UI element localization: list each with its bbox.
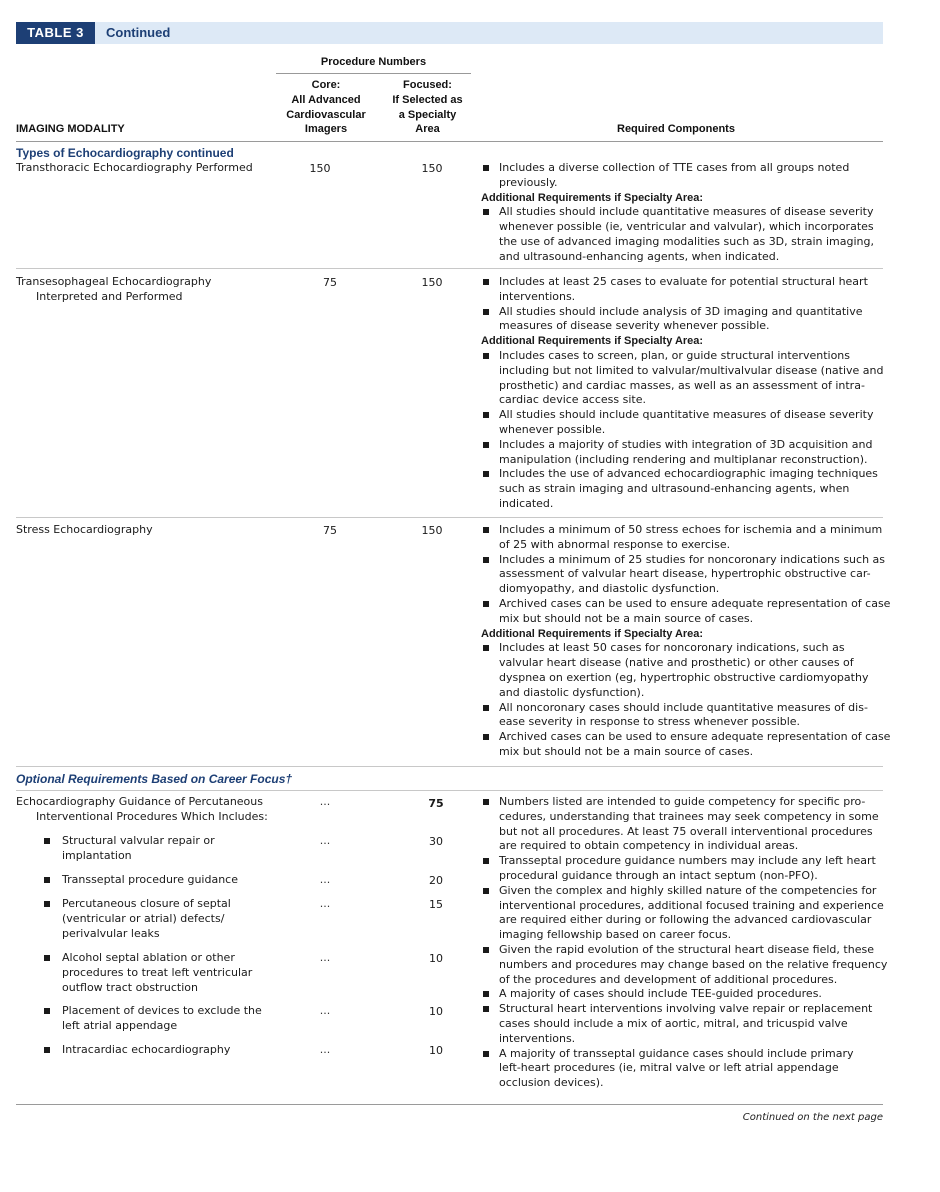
row-label-line: Echocardiography Guidance of Percutaneous xyxy=(16,795,263,808)
bullet-square-icon xyxy=(483,705,489,711)
bullet-text: of 25 with abnormal response to exercise. xyxy=(499,537,731,551)
requirements-tte xyxy=(481,161,891,265)
continued-next-page-note: Continued on the next page xyxy=(742,1112,883,1123)
bullet-text: All studies should include quantitative measures of disease severity xyxy=(499,205,874,219)
bullet-square-icon xyxy=(44,901,50,907)
bullet-item xyxy=(481,438,891,468)
bullet-text: dyspnea on exertion (eg, hypertrophic obstructive cardiomyopathy xyxy=(499,670,869,684)
table-tag: TABLE 3 xyxy=(16,22,95,44)
bullet-text: whenever possible (ie, ventricular and valvular), which incorporates xyxy=(499,220,874,234)
bullet-item xyxy=(481,467,891,511)
bullet-text: ease severity in response to stress whenever possible. xyxy=(499,715,801,729)
core-value-tte: 150 xyxy=(309,162,331,175)
bullet-square-icon xyxy=(483,858,489,864)
bullet-square-icon xyxy=(483,557,489,563)
bullet-text: Includes at least 25 cases to evaluate for potential structural heart xyxy=(499,275,868,288)
sub-item-text: Alcohol septal ablation or other xyxy=(62,951,235,964)
bullet-text: mix but should not be a main source of cases. xyxy=(499,611,754,625)
sub-item-text: Transseptal procedure guidance xyxy=(62,873,238,886)
bullet-text: A majority of cases should include TEE-guided procedures. xyxy=(499,987,822,1001)
sub-item-laa-devices xyxy=(44,1004,262,1034)
bullet-item xyxy=(481,408,891,438)
bullet-text: such as strain imaging and ultrasound-enhancing agents, when xyxy=(499,482,850,496)
sub-item-text: outflow tract obstruction xyxy=(62,980,198,994)
focused-header-line: If Selected as xyxy=(392,93,463,106)
bullet-text: whenever possible. xyxy=(499,422,606,436)
bullet-text: indicated. xyxy=(499,496,554,510)
sub-item-alcohol-ablation xyxy=(44,951,252,995)
bullet-text: Includes a majority of studies with integration of 3D acquisition and xyxy=(499,437,873,451)
focused-header xyxy=(380,78,475,137)
row-divider xyxy=(16,766,883,767)
core-header-line: Imagers xyxy=(304,123,348,136)
bullet-text: cedures, understanding that trainees may seek competency in some xyxy=(499,809,879,823)
sub-item-text: Structural valvular repair or xyxy=(62,834,215,847)
focused-value-sub: 20 xyxy=(429,874,443,887)
section-title-types: Types of Echocardiography continued xyxy=(16,146,234,160)
bullet-text: valvular heart disease (native and prosthetic) or other causes of xyxy=(499,656,854,670)
core-value-sub: ... xyxy=(319,873,331,886)
bullet-item xyxy=(481,161,891,191)
bullet-text: are required either during or following the advanced cardiovascular xyxy=(499,913,872,927)
bullet-text: diomyopathy, and diastolic dysfunction. xyxy=(499,582,720,596)
bullet-text: prosthetic) and cardiac masses, as well as an assessment of intra- xyxy=(499,378,865,392)
bullet-text: Includes a minimum of 25 studies for noncoronary indications such as xyxy=(499,552,886,566)
bullet-text: previously. xyxy=(499,175,558,189)
bullet-square-icon xyxy=(44,1008,50,1014)
bullet-item xyxy=(481,641,891,700)
sub-item-text: Percutaneous closure of septal xyxy=(62,897,231,910)
bullet-square-icon xyxy=(483,279,489,285)
additional-requirements-label: Additional Requirements if Specialty Area: xyxy=(481,191,704,204)
bullet-text: including but not limited to valvular/multivalvular disease (native and xyxy=(499,363,884,377)
bullet-square-icon xyxy=(44,838,50,844)
focused-value-tte: 150 xyxy=(421,162,443,175)
sub-item-text: procedures to treat left ventricular xyxy=(62,965,253,979)
row-label-tte: Transthoracic Echocardiography Performed xyxy=(16,161,253,174)
bullet-item xyxy=(481,987,891,1002)
requirements-tee xyxy=(481,275,891,512)
bullet-square-icon xyxy=(483,1051,489,1057)
core-value-sub: ... xyxy=(319,834,331,847)
bullet-text: are required to obtain competency in individual areas. xyxy=(499,839,799,853)
core-value-optional: ... xyxy=(319,795,331,808)
bullet-text: assessment of valvular heart disease, hypertrophic obstructive car- xyxy=(499,567,871,581)
bullet-item xyxy=(481,884,891,943)
core-value-tee: 75 xyxy=(323,276,337,289)
focused-value-optional: 75 xyxy=(428,797,444,810)
bullet-square-icon xyxy=(483,601,489,607)
bullet-text: manipulation (including rendering and multiplanar reconstruction). xyxy=(499,452,868,466)
bullet-item xyxy=(481,205,891,264)
bullet-item xyxy=(481,730,891,760)
core-header xyxy=(276,78,376,137)
bullet-text: Numbers listed are intended to guide competency for specific pro- xyxy=(499,795,866,808)
bullet-item xyxy=(481,943,891,987)
focused-header-line: Focused: xyxy=(403,79,452,91)
bullet-text: interventions. xyxy=(499,1031,576,1045)
focused-value-sub: 15 xyxy=(429,898,443,911)
bullet-text: the use of advanced imaging modalities such as 3D, strain imaging, xyxy=(499,234,874,248)
bullet-text: A majority of transseptal guidance cases should include primary xyxy=(499,1046,854,1060)
row-divider xyxy=(16,517,883,518)
bullet-text: mix but should not be a main source of cases. xyxy=(499,744,754,758)
core-header-line: All Advanced xyxy=(291,93,361,106)
bullet-item xyxy=(481,305,891,335)
bullet-square-icon xyxy=(483,353,489,359)
bullet-text: interventional procedures, additional focused training and experience xyxy=(499,898,884,912)
focused-header-line: a Specialty xyxy=(398,108,457,121)
bullet-text: All studies should include analysis of 3D imaging and quantitative xyxy=(499,304,863,318)
bullet-item xyxy=(481,349,891,408)
core-value-sub: ... xyxy=(319,1004,331,1017)
bullet-square-icon xyxy=(483,309,489,315)
header-rule xyxy=(16,141,883,142)
focused-value-stress: 150 xyxy=(421,524,443,537)
table-bottom-rule xyxy=(16,1104,883,1105)
bullet-text: cardiac device access site. xyxy=(499,393,646,407)
bullet-square-icon xyxy=(483,442,489,448)
bullet-text: and diastolic dysfunction). xyxy=(499,685,645,699)
section-title-optional: Optional Requirements Based on Career Focus† xyxy=(16,772,293,786)
focused-value-sub: 10 xyxy=(429,1044,443,1057)
bullet-text: of the procedures and development of additional procedures. xyxy=(499,972,838,986)
bullet-item xyxy=(481,523,891,553)
bullet-text: Archived cases can be used to ensure adequate representation of case xyxy=(499,596,891,610)
bullet-text: Given the rapid evolution of the structural heart disease field, these xyxy=(499,942,874,956)
row-divider xyxy=(16,268,883,269)
bullet-item xyxy=(481,701,891,731)
row-label-tee xyxy=(16,275,211,305)
bullet-square-icon xyxy=(44,955,50,961)
bullet-square-icon xyxy=(483,471,489,477)
row-divider xyxy=(16,790,883,791)
row-label-line: Transesophageal Echocardiography xyxy=(16,275,212,288)
bullet-square-icon xyxy=(44,877,50,883)
procedure-numbers-rule xyxy=(276,73,471,74)
sub-item-text: Intracardiac echocardiography xyxy=(62,1043,231,1056)
sub-item-ice xyxy=(44,1043,230,1058)
bullet-item xyxy=(481,553,891,597)
bullet-text: Structural heart interventions involving valve repair or replacement xyxy=(499,1002,873,1016)
bullet-square-icon xyxy=(483,947,489,953)
bullet-item xyxy=(481,854,891,884)
bullet-text: cases should include a mix of aortic, mitral, and tricuspid valve xyxy=(499,1016,848,1030)
bullet-text: Includes the use of advanced echocardiographic imaging techniques xyxy=(499,467,878,481)
row-label-line: Interpreted and Performed xyxy=(36,289,183,303)
bullet-text: left-heart procedures (ie, mitral valve or left atrial appendage xyxy=(499,1061,839,1075)
focused-header-line: Area xyxy=(415,123,440,136)
bullet-square-icon xyxy=(483,209,489,215)
bullet-text: Includes a minimum of 50 stress echoes for ischemia and a minimum xyxy=(499,523,883,536)
bullet-square-icon xyxy=(483,799,489,805)
requirements-optional xyxy=(481,795,891,1091)
bullet-square-icon xyxy=(483,991,489,997)
bullet-text: Transseptal procedure guidance numbers may include any left heart xyxy=(499,854,876,868)
bullet-square-icon xyxy=(483,1006,489,1012)
additional-requirements-label: Additional Requirements if Specialty Area: xyxy=(481,627,704,640)
bullet-square-icon xyxy=(44,1047,50,1053)
bullet-text: Includes at least 50 cases for noncoronary indications, such as xyxy=(499,641,845,655)
procedure-numbers-header: Procedure Numbers xyxy=(320,56,427,68)
bullet-item xyxy=(481,1047,891,1091)
bullet-text: numbers and procedures may change based on the relative frequency xyxy=(499,957,888,971)
core-value-stress: 75 xyxy=(323,524,337,537)
bullet-item xyxy=(481,275,891,305)
focused-value-sub: 10 xyxy=(429,1005,443,1018)
bullet-item xyxy=(481,1002,891,1046)
additional-requirements-label: Additional Requirements if Specialty Area: xyxy=(481,335,704,348)
bullet-item xyxy=(481,795,891,854)
bullet-text: Archived cases can be used to ensure adequate representation of case xyxy=(499,730,891,744)
required-components-header: Required Components xyxy=(617,123,735,135)
sub-item-text: perivalvular leaks xyxy=(62,926,160,940)
core-header-line: Cardiovascular xyxy=(286,108,366,121)
sub-item-text: Placement of devices to exclude the xyxy=(62,1004,262,1017)
bullet-square-icon xyxy=(483,412,489,418)
bullet-square-icon xyxy=(483,165,489,171)
bullet-text: but not all procedures. At least 75 overall interventional procedures xyxy=(499,824,873,838)
bullet-text: and ultrasound-enhancing agents, when indicated. xyxy=(499,249,780,263)
core-value-sub: ... xyxy=(319,897,331,910)
sub-item-text: (ventricular or atrial) defects/ xyxy=(62,911,225,925)
bullet-item xyxy=(481,597,891,627)
bullet-text: Includes a diverse collection of TTE cases from all groups noted xyxy=(499,161,850,174)
bullet-square-icon xyxy=(483,527,489,533)
focused-value-sub: 30 xyxy=(429,835,443,848)
focused-value-tee: 150 xyxy=(421,276,443,289)
imaging-modality-header: IMAGING MODALITY xyxy=(16,123,125,135)
requirements-stress xyxy=(481,523,891,760)
bullet-text: All studies should include quantitative measures of disease severity xyxy=(499,408,874,422)
focused-value-sub: 10 xyxy=(429,952,443,965)
sub-item-valvular xyxy=(44,834,215,864)
bullet-text: procedural guidance through an intact septum (non-PFO). xyxy=(499,868,818,882)
row-label-line: Interventional Procedures Which Includes: xyxy=(36,809,268,823)
bullet-text: measures of disease severity whenever possible. xyxy=(499,319,770,333)
bullet-square-icon xyxy=(483,645,489,651)
bullet-square-icon xyxy=(483,734,489,740)
core-value-sub: ... xyxy=(319,951,331,964)
core-header-line: Core: xyxy=(311,79,341,91)
bullet-text: Given the complex and highly skilled nature of the competencies for xyxy=(499,883,877,897)
bullet-text: imaging fellowship based on career focus. xyxy=(499,928,732,942)
bullet-text: interventions. xyxy=(499,289,576,303)
bullet-text: occlusion devices). xyxy=(499,1076,604,1090)
table-continued-label: Continued xyxy=(106,25,171,40)
bullet-text: All noncoronary cases should include quantitative measures of dis- xyxy=(499,700,868,714)
sub-item-text: implantation xyxy=(62,848,132,862)
row-label-stress: Stress Echocardiography xyxy=(16,523,153,536)
sub-item-septal-closure xyxy=(44,897,231,941)
sub-item-transseptal xyxy=(44,873,238,888)
sub-item-text: left atrial appendage xyxy=(62,1018,178,1032)
bullet-square-icon xyxy=(483,888,489,894)
core-value-sub: ... xyxy=(319,1043,331,1056)
bullet-text: Includes cases to screen, plan, or guide structural interventions xyxy=(499,348,851,362)
row-label-optional xyxy=(16,795,268,825)
